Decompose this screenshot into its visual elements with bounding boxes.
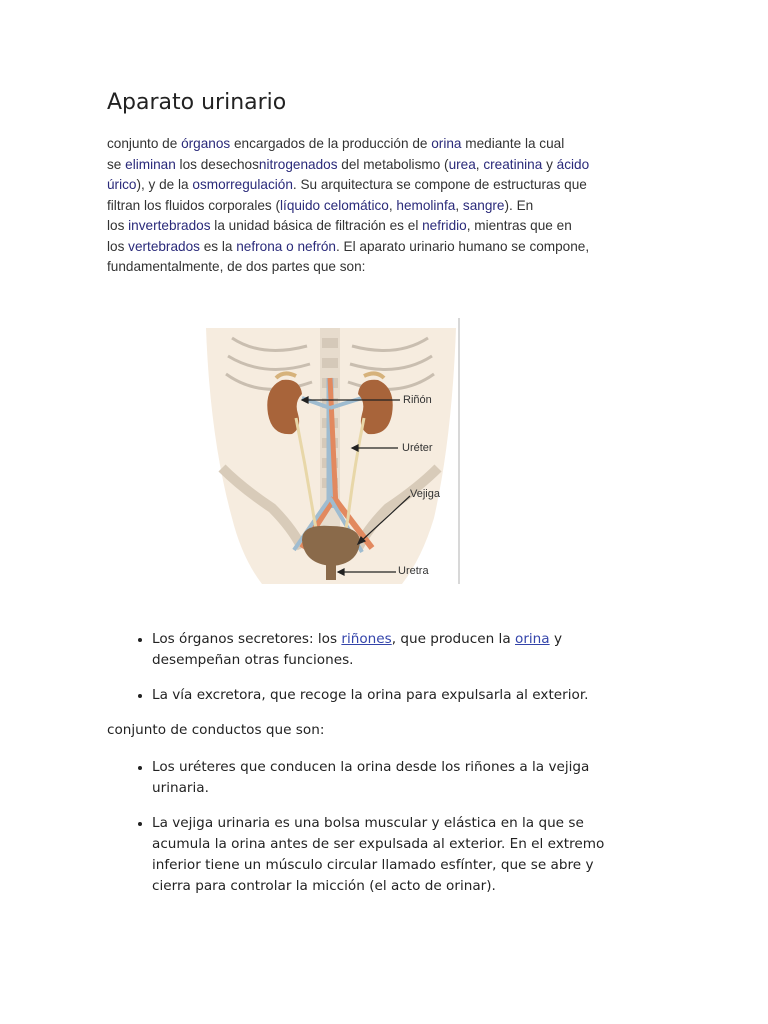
intro-line-1: conjunto de órganos encargados de la producción de orina mediante la cual xyxy=(107,136,565,151)
conductos-list xyxy=(107,757,652,911)
organ-parts-list xyxy=(107,629,652,720)
intro-line-3: úrico), y de la osmorregulación. Su arquitectura se compone de estructuras que xyxy=(107,177,587,192)
link-liquido-celomatico[interactable]: líquido celomático xyxy=(280,197,389,213)
link-acido[interactable]: ácido xyxy=(556,156,590,172)
page-title: Aparato urinario xyxy=(107,90,287,115)
link-nefrona[interactable]: nefrona o nefrón xyxy=(236,238,336,254)
link-creatinina[interactable]: creatinina xyxy=(483,156,543,172)
label-uretra: Uretra xyxy=(398,565,429,577)
conductos-paragraph: conjunto de conductos que son: xyxy=(107,722,325,738)
label-rinon: Riñón xyxy=(403,394,432,406)
link-orina-2[interactable]: orina xyxy=(515,631,550,647)
link-sangre[interactable]: sangre xyxy=(462,197,505,213)
intro-line-6: los vertebrados es la nefrona o nefrón. El aparato urinario humano se compone, xyxy=(107,238,590,254)
link-orina[interactable]: orina xyxy=(431,136,462,151)
link-rinones[interactable]: riñones xyxy=(341,631,392,647)
intro-paragraph xyxy=(107,134,647,278)
list-item: • La vía excretora, que recoge la orina para expulsarla al exterior. xyxy=(152,685,652,706)
list-item: • Los uréteres que conducen la orina desde los riñones a la vejiga urinaria. xyxy=(152,757,652,799)
list-item: • Los órganos secretores: los riñones, que producen la orina y desempeñan otras funciones. xyxy=(152,629,652,671)
link-hemolinfa[interactable]: hemolinfa xyxy=(396,197,456,213)
link-urico[interactable]: úrico xyxy=(107,177,137,192)
intro-line-4: filtran los fluidos corporales (líquido celomático, hemolinfa, sangre). En xyxy=(107,197,534,213)
link-invertebrados[interactable]: invertebrados xyxy=(128,218,211,233)
link-urea[interactable]: urea xyxy=(448,156,476,172)
link-organos[interactable]: órganos xyxy=(181,136,231,151)
list-item: • La vejiga urinaria es una bolsa muscular y elástica en la que se acumula la orina antes de ser expulsada al exterior. En el extremo inferior tiene un músculo circular llamado esfínter, que se abre y cierra para controlar la micción (el acto de orinar). xyxy=(152,813,652,897)
label-ureter: Uréter xyxy=(402,442,433,454)
intro-line-2: se eliminan los desechosnitrogenados del metabolismo (urea, creatinina y ácido xyxy=(107,156,590,172)
link-eliminan[interactable]: eliminan xyxy=(125,156,176,172)
intro-line-5: los invertebrados la unidad básica de filtración es el nefridio, mientras que en xyxy=(107,218,572,233)
label-vejiga: Vejiga xyxy=(410,488,440,500)
urinary-system-figure xyxy=(202,318,490,584)
link-osmorregulacion[interactable]: osmorregulación xyxy=(192,177,293,192)
link-vertebrados[interactable]: vertebrados xyxy=(128,238,200,254)
urinary-system-illustration xyxy=(202,318,490,584)
link-nitrogenados[interactable]: nitrogenados xyxy=(258,156,338,172)
intro-line-7: fundamentalmente, de dos partes que son: xyxy=(107,259,366,274)
link-nefridio[interactable]: nefridio xyxy=(422,218,467,233)
